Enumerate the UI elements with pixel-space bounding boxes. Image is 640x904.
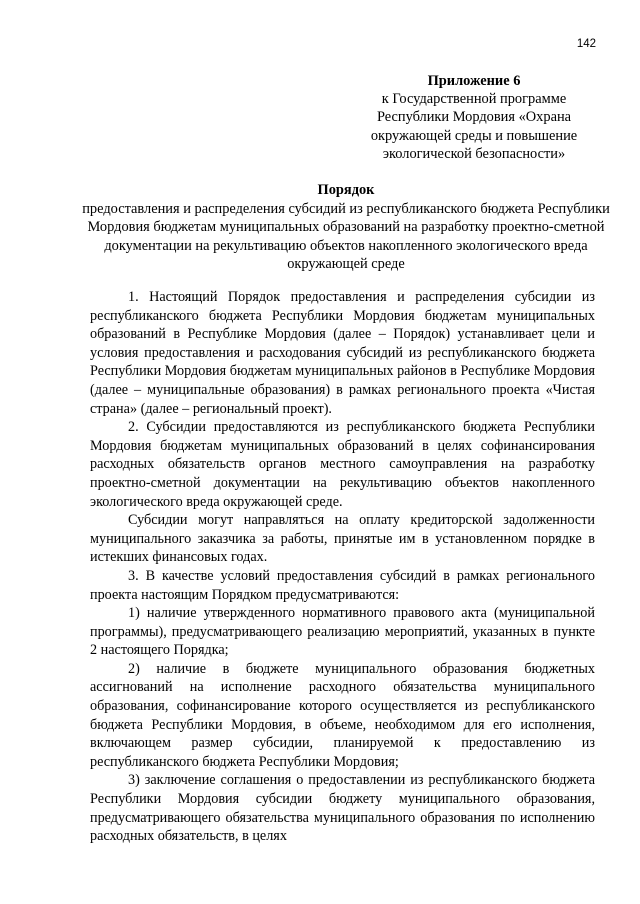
appendix-line: экологической безопасности» (382, 145, 566, 162)
appendix-line: к Государственной программе (381, 91, 567, 108)
body-text (90, 288, 595, 846)
paragraph: 3. В качестве условий предоставления субсидий в рамках регионального проекта настоящим Порядком предусматриваются: (90, 567, 595, 603)
appendix-block (358, 72, 590, 163)
document-heading (80, 181, 612, 274)
appendix-line: окружающей среды и повышение (370, 127, 578, 144)
heading-subtitle: предоставления и распределения субсидий из республиканского бюджета Республики Мордовия бюджетам муниципальных образований на разработку проектно-сметной документации на рекультивацию объектов накопленного экологического вреда окружающей среде (82, 200, 610, 273)
paragraph: 1) наличие утвержденного нормативного правового акта (муниципальной программы), предусматривающего реализацию мероприятий, указанных в пункте 2 настоящего Порядка; (90, 605, 595, 659)
paragraph: 3) заключение соглашения о предоставлении из республиканского бюджета Республики Мордовия субсидии бюджету муниципального образования, предусматривающего обязательства муниципального образования по исполнению расходных обязательств, в целях (90, 772, 595, 845)
paragraph: 2) наличие в бюджете муниципального образования бюджетных ассигнований на исполнение расходного обязательства муниципального образования, софинансирование которого осуществляется из республиканского бюджета Республики Мордовия, в объеме, необходимом для его исполнения, включающем размер субсидии, планируемой к предоставлению из республиканского бюджета Республики Мордовия; (90, 660, 595, 770)
paragraph: Субсидии могут направляться на оплату кредиторской задолженности муниципального заказчика за работы, принятые им в установленном порядке в истекших финансовых годах. (90, 512, 595, 566)
heading-title: Порядок (317, 182, 375, 198)
appendix-line: Республики Мордовия «Охрана (376, 109, 572, 126)
appendix-title: Приложение 6 (427, 73, 521, 89)
paragraph: 2. Субсидии предоставляются из республиканского бюджета Республики Мордовия бюджетам муниципальных образований в целях софинансирования расходных обязательств органов местного самоуправления на разработку проектно-сметной документации на рекультивацию объектов накопленного экологического вреда окружающей среде. (90, 419, 595, 510)
paragraph: 1. Настоящий Порядок предоставления и распределения субсидии из республиканского бюджета Республики Мордовия бюджетам муниципальных образований в Республике Мордовия (далее – Порядок) устанавливает цели и условия предоставления и расходования субсидий из республиканского бюджета Республики Мордовия бюджетам муниципальных районов в Республике Мордовия (далее – муниципальные образования) в рамках регионального проекта «Чистая страна» (далее – региональный проект). (90, 289, 595, 417)
page-number: 142 (576, 38, 596, 50)
